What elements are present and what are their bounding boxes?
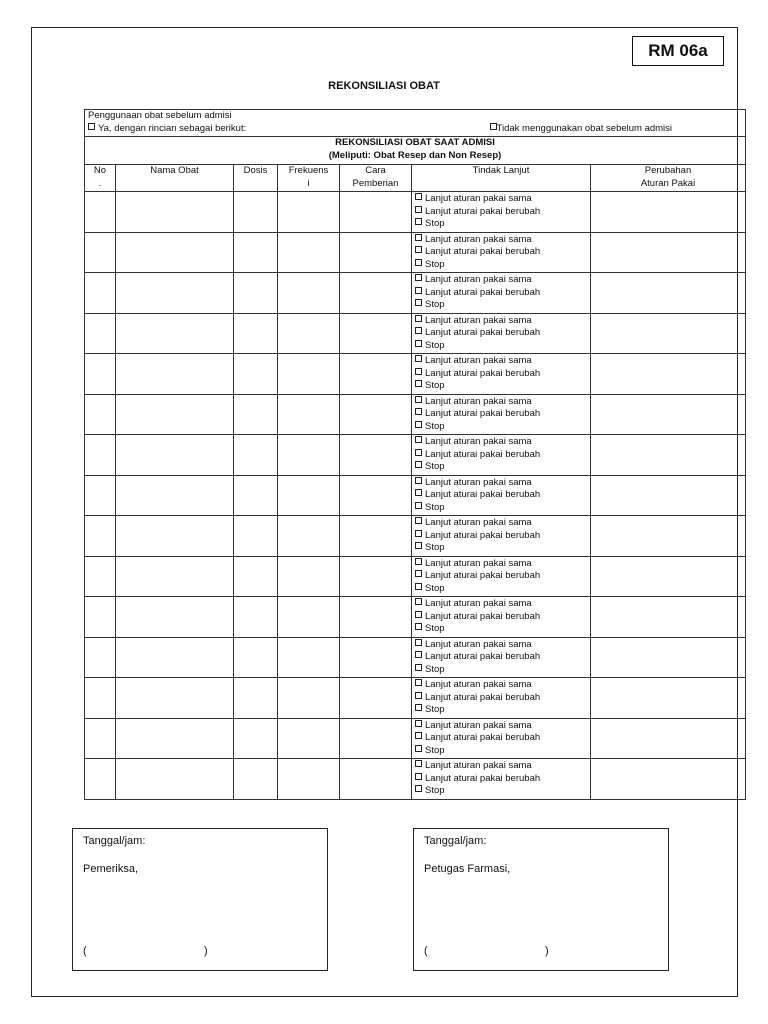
follow-up-checkbox[interactable] — [415, 679, 422, 686]
follow-up-checkbox[interactable] — [415, 396, 422, 403]
follow-up-option[interactable] — [415, 692, 587, 705]
nama-obat-cell[interactable] — [116, 597, 234, 638]
dosis-cell[interactable] — [234, 313, 278, 354]
follow-up-checkbox[interactable] — [415, 623, 422, 630]
follow-up-option-label: Lanjut aturan pakai sama — [425, 233, 532, 245]
table-row — [85, 192, 746, 233]
tindak-lanjut-cell — [412, 354, 591, 395]
follow-up-option[interactable] — [415, 651, 587, 664]
cara-pemberian-cell[interactable] — [340, 678, 412, 719]
follow-up-option-label: Lanjut aturan pakai sama — [425, 679, 532, 690]
follow-up-option[interactable] — [415, 638, 587, 652]
no-cell[interactable] — [85, 394, 116, 435]
follow-up-option-label: Lanjut aturan pakai sama — [425, 598, 532, 609]
table-row — [85, 516, 746, 557]
follow-up-option-label: Lanjut aturai pakai berubah — [425, 246, 541, 257]
follow-up-checkbox[interactable] — [415, 408, 422, 415]
follow-up-option-label: Lanjut aturan pakai sama — [425, 355, 532, 366]
col-header-no-line2: . — [98, 177, 102, 189]
follow-up-option[interactable] — [415, 327, 587, 340]
follow-up-option[interactable] — [415, 449, 587, 462]
tindak-lanjut-cell — [412, 516, 591, 557]
col-header-frekuensi — [278, 165, 340, 192]
follow-up-checkbox[interactable] — [415, 315, 422, 322]
section-header-cell — [85, 137, 746, 165]
follow-up-option-label: Lanjut aturan pakai sama — [425, 193, 532, 204]
follow-up-option[interactable] — [415, 704, 587, 717]
follow-up-option-label: Stop — [425, 623, 445, 634]
follow-up-option[interactable] — [415, 719, 587, 733]
follow-up-checkbox[interactable] — [415, 234, 422, 241]
follow-up-option-label: Stop — [425, 299, 445, 310]
no-cell[interactable] — [85, 313, 116, 354]
dosis-cell[interactable] — [234, 516, 278, 557]
follow-up-checkbox[interactable] — [415, 368, 422, 375]
col-header-no-line1: No — [93, 165, 107, 176]
pre-admission-options — [88, 123, 742, 136]
follow-up-option[interactable] — [415, 664, 587, 677]
document-title: REKONSILIASI OBAT — [328, 80, 440, 92]
table-row — [85, 273, 746, 314]
no-cell[interactable] — [85, 597, 116, 638]
follow-up-checkbox[interactable] — [415, 259, 422, 266]
section-subtitle: (Meliputi: Obat Resep dan Non Resep) — [328, 149, 502, 161]
tindak-lanjut-cell — [412, 759, 591, 800]
dosis-cell[interactable] — [234, 475, 278, 516]
follow-up-option[interactable] — [415, 421, 587, 434]
pharmacist-signature-open: ( — [424, 945, 428, 957]
follow-up-checkbox[interactable] — [415, 327, 422, 334]
frekuensi-cell[interactable] — [278, 556, 340, 597]
dosis-cell[interactable] — [234, 394, 278, 435]
tindak-lanjut-cell — [412, 475, 591, 516]
follow-up-option[interactable] — [415, 732, 587, 745]
nama-obat-cell[interactable] — [116, 475, 234, 516]
frekuensi-cell[interactable] — [278, 273, 340, 314]
checkbox-yes[interactable] — [88, 123, 95, 130]
frekuensi-cell[interactable] — [278, 435, 340, 476]
pharmacist-signature-close: ) — [545, 945, 549, 957]
follow-up-option-label: Lanjut aturai pakai berubah — [425, 489, 541, 500]
follow-up-option-label: Stop — [425, 461, 445, 472]
frekuensi-cell[interactable] — [278, 759, 340, 800]
frekuensi-cell[interactable] — [278, 637, 340, 678]
examiner-date-label: Tanggal/jam: — [83, 835, 146, 847]
perubahan-cell[interactable] — [591, 435, 746, 476]
cara-pemberian-cell[interactable] — [340, 637, 412, 678]
reconciliation-table — [84, 109, 746, 800]
follow-up-option[interactable] — [415, 570, 587, 583]
follow-up-option-label: Lanjut aturai pakai berubah — [425, 286, 541, 298]
frekuensi-cell[interactable] — [278, 718, 340, 759]
follow-up-option[interactable] — [415, 611, 587, 624]
follow-up-option[interactable] — [415, 461, 587, 474]
follow-up-option[interactable] — [415, 408, 587, 421]
table-row — [85, 475, 746, 516]
signature-box-pharmacist — [413, 828, 669, 971]
frekuensi-cell[interactable] — [278, 678, 340, 719]
tindak-lanjut-cell — [412, 556, 591, 597]
follow-up-option-label: Lanjut aturan pakai sama — [425, 436, 532, 447]
table-row — [85, 556, 746, 597]
follow-up-option[interactable] — [415, 273, 587, 287]
column-header-row — [85, 165, 746, 192]
follow-up-option-label: Stop — [425, 663, 445, 675]
nama-obat-cell[interactable] — [116, 313, 234, 354]
follow-up-checkbox[interactable] — [415, 583, 422, 590]
follow-up-option-label: Lanjut aturai pakai berubah — [425, 448, 541, 460]
follow-up-option-label: Stop — [425, 501, 445, 513]
perubahan-cell[interactable] — [591, 313, 746, 354]
follow-up-option[interactable] — [415, 233, 587, 247]
follow-up-option[interactable] — [415, 206, 587, 219]
follow-up-option-label: Lanjut aturan pakai sama — [425, 395, 532, 407]
no-cell[interactable] — [85, 759, 116, 800]
frekuensi-cell[interactable] — [278, 354, 340, 395]
follow-up-checkbox[interactable] — [415, 218, 422, 225]
follow-up-checkbox[interactable] — [415, 340, 422, 347]
col-header-tindak-lanjut: Tindak Lanjut — [412, 165, 591, 192]
follow-up-option-label: Stop — [425, 258, 445, 270]
follow-up-checkbox[interactable] — [415, 461, 422, 468]
follow-up-checkbox[interactable] — [415, 785, 422, 792]
follow-up-checkbox[interactable] — [415, 704, 422, 711]
dosis-cell[interactable] — [234, 232, 278, 273]
perubahan-cell[interactable] — [591, 192, 746, 233]
no-cell[interactable] — [85, 354, 116, 395]
follow-up-option-label: Lanjut aturan pakai sama — [425, 719, 532, 731]
dosis-cell[interactable] — [234, 597, 278, 638]
follow-up-checkbox[interactable] — [415, 287, 422, 294]
perubahan-cell[interactable] — [591, 597, 746, 638]
follow-up-checkbox[interactable] — [415, 517, 422, 524]
examiner-signature-close: ) — [204, 945, 208, 957]
frekuensi-cell[interactable] — [278, 475, 340, 516]
follow-up-option[interactable] — [415, 678, 587, 692]
dosis-cell[interactable] — [234, 354, 278, 395]
follow-up-option[interactable] — [415, 287, 587, 300]
perubahan-cell[interactable] — [591, 718, 746, 759]
dosis-cell[interactable] — [234, 718, 278, 759]
table-row — [85, 435, 746, 476]
dosis-cell[interactable] — [234, 435, 278, 476]
tindak-lanjut-cell — [412, 232, 591, 273]
col-header-cara-line1: Cara — [365, 165, 386, 176]
follow-up-checkbox[interactable] — [415, 274, 422, 281]
cara-pemberian-cell[interactable] — [340, 232, 412, 273]
examiner-signature-open: ( — [83, 945, 87, 957]
follow-up-option-label: Lanjut aturai pakai berubah — [425, 529, 541, 541]
follow-up-checkbox[interactable] — [415, 380, 422, 387]
follow-up-option-label: Lanjut aturan pakai sama — [425, 760, 532, 771]
follow-up-option[interactable] — [415, 516, 587, 530]
option-no[interactable] — [490, 123, 673, 136]
follow-up-checkbox[interactable] — [415, 558, 422, 565]
table-row — [85, 354, 746, 395]
tindak-lanjut-cell — [412, 678, 591, 719]
follow-up-option-label: Lanjut aturai pakai berubah — [425, 327, 541, 338]
col-header-nama-obat: Nama Obat — [116, 165, 234, 192]
follow-up-option-label: Stop — [425, 785, 445, 796]
follow-up-checkbox[interactable] — [415, 745, 422, 752]
follow-up-option[interactable] — [415, 435, 587, 449]
perubahan-cell[interactable] — [591, 516, 746, 557]
table-row — [85, 394, 746, 435]
follow-up-option-label: Lanjut aturan pakai sama — [425, 314, 532, 326]
follow-up-option[interactable] — [415, 745, 587, 758]
follow-up-option[interactable] — [415, 623, 587, 636]
no-cell[interactable] — [85, 192, 116, 233]
cara-pemberian-cell[interactable] — [340, 475, 412, 516]
col-header-perubahan — [591, 165, 746, 192]
pharmacist-role-label: Petugas Farmasi, — [424, 863, 511, 875]
follow-up-option-label: Stop — [425, 542, 445, 553]
follow-up-checkbox[interactable] — [415, 598, 422, 605]
cara-pemberian-cell[interactable] — [340, 394, 412, 435]
follow-up-checkbox[interactable] — [415, 449, 422, 456]
no-cell[interactable] — [85, 678, 116, 719]
dosis-cell[interactable] — [234, 556, 278, 597]
follow-up-option-label: Stop — [425, 218, 445, 229]
frekuensi-cell[interactable] — [278, 192, 340, 233]
follow-up-option[interactable] — [415, 530, 587, 543]
cara-pemberian-cell[interactable] — [340, 597, 412, 638]
follow-up-checkbox[interactable] — [415, 299, 422, 306]
follow-up-option[interactable] — [415, 246, 587, 259]
tindak-lanjut-cell — [412, 273, 591, 314]
follow-up-option[interactable] — [415, 557, 587, 571]
dosis-cell[interactable] — [234, 678, 278, 719]
follow-up-option[interactable] — [415, 489, 587, 502]
follow-up-option-label: Stop — [425, 582, 445, 594]
follow-up-checkbox[interactable] — [415, 720, 422, 727]
perubahan-cell[interactable] — [591, 759, 746, 800]
tindak-lanjut-cell — [412, 192, 591, 233]
follow-up-checkbox[interactable] — [415, 421, 422, 428]
nama-obat-cell[interactable] — [116, 516, 234, 557]
follow-up-checkbox[interactable] — [415, 773, 422, 780]
nama-obat-cell[interactable] — [116, 273, 234, 314]
follow-up-option-label: Stop — [425, 704, 445, 715]
col-header-dosis: Dosis — [234, 165, 278, 192]
follow-up-option[interactable] — [415, 583, 587, 596]
form-code-box: RM 06a — [632, 36, 724, 66]
dosis-cell[interactable] — [234, 759, 278, 800]
table-row — [85, 597, 746, 638]
frekuensi-cell[interactable] — [278, 394, 340, 435]
cara-pemberian-cell[interactable] — [340, 435, 412, 476]
no-cell[interactable] — [85, 273, 116, 314]
follow-up-checkbox[interactable] — [415, 477, 422, 484]
follow-up-checkbox[interactable] — [415, 639, 422, 646]
follow-up-option-label: Lanjut aturan pakai sama — [425, 557, 532, 569]
examiner-role-label: Pemeriksa, — [83, 863, 139, 875]
follow-up-checkbox[interactable] — [415, 436, 422, 443]
perubahan-cell[interactable] — [591, 232, 746, 273]
tindak-lanjut-cell — [412, 718, 591, 759]
follow-up-option[interactable] — [415, 218, 587, 231]
pre-admission-label: Penggunaan obat sebelum admisi — [88, 110, 232, 121]
follow-up-checkbox[interactable] — [415, 193, 422, 200]
follow-up-option-label: Lanjut aturan pakai sama — [425, 517, 532, 528]
dosis-cell[interactable] — [234, 192, 278, 233]
follow-up-option[interactable] — [415, 395, 587, 409]
nama-obat-cell[interactable] — [116, 556, 234, 597]
follow-up-checkbox[interactable] — [415, 732, 422, 739]
tindak-lanjut-cell — [412, 597, 591, 638]
frekuensi-cell[interactable] — [278, 516, 340, 557]
follow-up-option[interactable] — [415, 340, 587, 353]
option-no-label: Tidak menggunakan obat sebelum admisi — [496, 122, 673, 134]
section-header-row — [85, 137, 746, 165]
follow-up-option[interactable] — [415, 299, 587, 312]
tindak-lanjut-cell — [412, 435, 591, 476]
cara-pemberian-cell[interactable] — [340, 556, 412, 597]
table-row — [85, 678, 746, 719]
follow-up-option[interactable] — [415, 773, 587, 786]
cara-pemberian-cell[interactable] — [340, 192, 412, 233]
follow-up-option[interactable] — [415, 192, 587, 206]
follow-up-option-label: Lanjut aturai pakai berubah — [425, 691, 541, 703]
no-cell[interactable] — [85, 637, 116, 678]
pharmacist-date-label: Tanggal/jam: — [424, 835, 487, 847]
follow-up-option-label: Lanjut aturai pakai berubah — [425, 772, 541, 784]
follow-up-checkbox[interactable] — [415, 664, 422, 671]
follow-up-option[interactable] — [415, 759, 587, 773]
nama-obat-cell[interactable] — [116, 435, 234, 476]
no-cell[interactable] — [85, 232, 116, 273]
follow-up-option-label: Lanjut aturai pakai berubah — [425, 408, 541, 419]
follow-up-checkbox[interactable] — [415, 246, 422, 253]
table-row — [85, 718, 746, 759]
no-cell[interactable] — [85, 475, 116, 516]
follow-up-option[interactable] — [415, 476, 587, 490]
follow-up-option[interactable] — [415, 354, 587, 368]
tindak-lanjut-cell — [412, 394, 591, 435]
perubahan-cell[interactable] — [591, 354, 746, 395]
follow-up-option-label: Lanjut aturan pakai sama — [425, 476, 532, 488]
no-cell[interactable] — [85, 556, 116, 597]
follow-up-checkbox[interactable] — [415, 651, 422, 658]
follow-up-option-label: Lanjut aturan pakai sama — [425, 638, 532, 650]
follow-up-option[interactable] — [415, 314, 587, 328]
follow-up-option-label: Lanjut aturai pakai berubah — [425, 205, 541, 217]
follow-up-option-label: Lanjut aturai pakai berubah — [425, 732, 541, 743]
frekuensi-cell[interactable] — [278, 597, 340, 638]
nama-obat-cell[interactable] — [116, 354, 234, 395]
nama-obat-cell[interactable] — [116, 759, 234, 800]
follow-up-checkbox[interactable] — [415, 760, 422, 767]
follow-up-option-label: Lanjut aturan pakai sama — [425, 274, 532, 285]
signature-box-examiner — [72, 828, 328, 971]
cara-pemberian-cell[interactable] — [340, 354, 412, 395]
table-row — [85, 759, 746, 800]
follow-up-checkbox[interactable] — [415, 611, 422, 618]
option-yes-label: Ya, dengan rincian sebagai berikut: — [98, 122, 247, 134]
follow-up-checkbox[interactable] — [415, 355, 422, 362]
nama-obat-cell[interactable] — [116, 678, 234, 719]
pre-admission-row — [85, 110, 746, 137]
follow-up-option[interactable] — [415, 502, 587, 515]
table-row — [85, 232, 746, 273]
follow-up-option[interactable] — [415, 259, 587, 272]
no-cell[interactable] — [85, 718, 116, 759]
nama-obat-cell[interactable] — [116, 232, 234, 273]
follow-up-option-label: Lanjut aturai pakai berubah — [425, 570, 541, 581]
col-header-frekuensi-line2: i — [307, 177, 310, 189]
follow-up-option[interactable] — [415, 542, 587, 555]
col-header-frekuensi-line1: Frekuens — [288, 165, 329, 176]
nama-obat-cell[interactable] — [116, 718, 234, 759]
cara-pemberian-cell[interactable] — [340, 273, 412, 314]
cara-pemberian-cell[interactable] — [340, 759, 412, 800]
frekuensi-cell[interactable] — [278, 232, 340, 273]
dosis-cell[interactable] — [234, 273, 278, 314]
follow-up-option-label: Lanjut aturai pakai berubah — [425, 651, 541, 662]
follow-up-checkbox[interactable] — [415, 570, 422, 577]
no-cell[interactable] — [85, 435, 116, 476]
follow-up-checkbox[interactable] — [415, 692, 422, 699]
follow-up-option[interactable] — [415, 368, 587, 381]
nama-obat-cell[interactable] — [116, 637, 234, 678]
option-yes[interactable] — [88, 123, 246, 136]
col-header-no — [85, 165, 116, 192]
follow-up-option-label: Lanjut aturai pakai berubah — [425, 610, 541, 622]
tindak-lanjut-cell — [412, 637, 591, 678]
cara-pemberian-cell[interactable] — [340, 718, 412, 759]
col-header-cara-line2: Pemberian — [352, 177, 399, 189]
follow-up-option-label: Stop — [425, 339, 445, 351]
table-row — [85, 313, 746, 354]
follow-up-option[interactable] — [415, 380, 587, 393]
follow-up-checkbox[interactable] — [415, 206, 422, 213]
tindak-lanjut-cell — [412, 313, 591, 354]
pre-admission-cell — [85, 110, 746, 137]
perubahan-cell[interactable] — [591, 475, 746, 516]
follow-up-option-label: Lanjut aturai pakai berubah — [425, 367, 541, 379]
perubahan-cell[interactable] — [591, 394, 746, 435]
table-row — [85, 637, 746, 678]
follow-up-checkbox[interactable] — [415, 502, 422, 509]
follow-up-option-label: Stop — [425, 380, 445, 391]
follow-up-option-label: Stop — [425, 744, 445, 756]
dosis-cell[interactable] — [234, 637, 278, 678]
cara-pemberian-cell[interactable] — [340, 516, 412, 557]
col-header-perubahan-line2: Aturan Pakai — [640, 177, 696, 189]
follow-up-checkbox[interactable] — [415, 542, 422, 549]
col-header-perubahan-line1: Perubahan — [644, 165, 692, 176]
follow-up-option-label: Stop — [425, 420, 445, 432]
nama-obat-cell[interactable] — [116, 394, 234, 435]
section-title: REKONSILIASI OBAT SAAT ADMISI — [335, 137, 495, 148]
no-cell[interactable] — [85, 516, 116, 557]
follow-up-option[interactable] — [415, 785, 587, 798]
col-header-cara-pemberian — [340, 165, 412, 192]
perubahan-cell[interactable] — [591, 637, 746, 678]
nama-obat-cell[interactable] — [116, 192, 234, 233]
follow-up-option[interactable] — [415, 597, 587, 611]
medication-rows — [85, 192, 746, 800]
checkbox-no[interactable] — [490, 123, 497, 130]
follow-up-checkbox[interactable] — [415, 530, 422, 537]
cara-pemberian-cell[interactable] — [340, 313, 412, 354]
perubahan-cell[interactable] — [591, 678, 746, 719]
perubahan-cell[interactable] — [591, 273, 746, 314]
follow-up-checkbox[interactable] — [415, 489, 422, 496]
frekuensi-cell[interactable] — [278, 313, 340, 354]
perubahan-cell[interactable] — [591, 556, 746, 597]
